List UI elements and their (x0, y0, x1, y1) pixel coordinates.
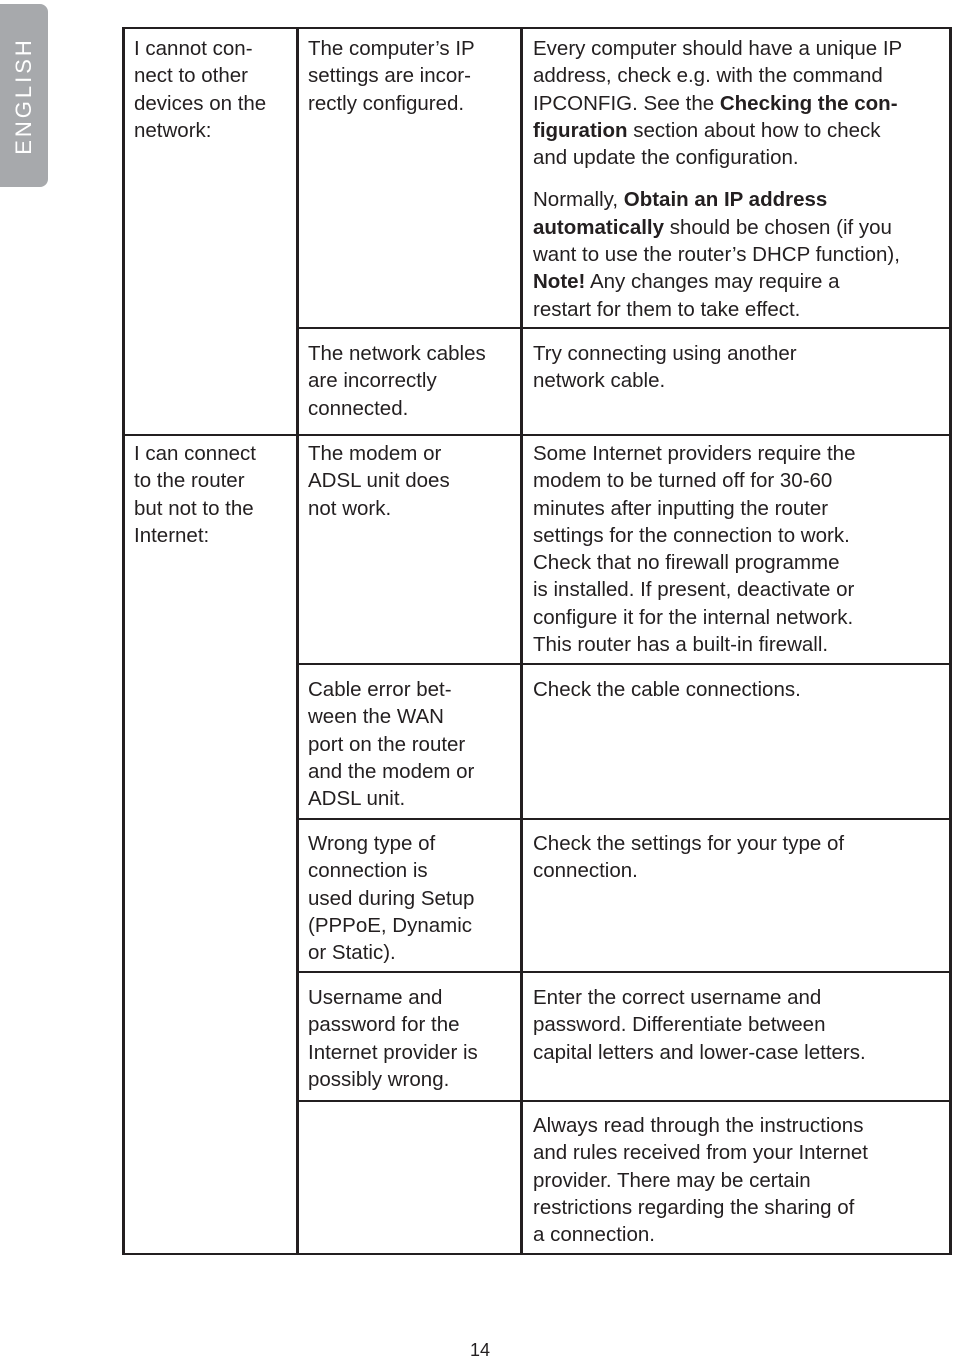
cell-text: Always read through the instructions (533, 1114, 864, 1137)
cause-cell (308, 984, 518, 1093)
cause-cell (308, 830, 518, 966)
cell-text: nect to other (134, 64, 248, 88)
cell-text: settings are incor- (308, 64, 471, 88)
cell-text: (PPPoE, Dynamic (308, 913, 473, 937)
cell-text: password. Differentiate between (533, 1013, 826, 1037)
cell-text: but not to the (134, 496, 254, 520)
cell-text: connected. (308, 396, 409, 420)
cell-text: Internet provider is (308, 1040, 478, 1064)
bold-term (533, 270, 585, 293)
cell-text: Check the cable connections. (533, 678, 801, 701)
column-divider-2 (520, 27, 523, 1255)
cell-text: Internet: (134, 523, 210, 547)
cell-text: I can connect (134, 442, 256, 465)
cell-text: Every computer should have a unique IP (533, 37, 903, 60)
cell-text: ADSL unit. (308, 787, 406, 811)
solution-divider (523, 327, 949, 329)
cell-text: ween the WAN (308, 705, 444, 729)
cell-text: configure it for the internal network. (533, 605, 854, 629)
table-border-left (122, 27, 125, 1255)
solution-cell (533, 35, 948, 323)
problem-cell (134, 35, 294, 144)
cell-text: The network cables (308, 342, 486, 365)
cell-text: Any changes may require a (585, 270, 840, 294)
cell-text: connection. (533, 859, 638, 883)
cell-text: restart for them to take effect. (533, 297, 801, 321)
cell-text: port on the router (308, 732, 466, 756)
page-number: 14 (469, 1340, 491, 1360)
table-border-right (949, 27, 952, 1255)
cell-text: address, check e.g. with the command (533, 64, 883, 88)
solution-cell (533, 440, 948, 658)
cell-text: devices on the (134, 91, 267, 115)
cell-text: to the router (134, 469, 245, 493)
cell-text: connection is (308, 859, 428, 883)
cause-divider (299, 327, 520, 329)
cell-text: want to use the router’s DHCP function), (533, 243, 900, 267)
cell-text: possibly wrong. (308, 1067, 450, 1091)
cell-text: are incorrectly (308, 369, 437, 393)
solution-paragraph (533, 35, 948, 171)
table-border-bottom (122, 1253, 952, 1255)
solution-paragraph (533, 676, 948, 703)
cause-divider (299, 818, 520, 820)
cell-text: and update the configuration. (533, 146, 799, 170)
solution-cell (533, 984, 948, 1066)
cause-cell (308, 35, 518, 117)
cell-text: The modem or (308, 442, 442, 465)
cell-text: not work. (308, 496, 392, 520)
solution-paragraph (533, 830, 948, 885)
cell-text: Check that no firewall programme (533, 551, 840, 575)
cell-text: and the modem or (308, 759, 475, 783)
cell-text: automatically (533, 215, 665, 239)
cause-cell (308, 340, 518, 422)
cause-cell (308, 440, 518, 522)
table-border-top (122, 27, 952, 29)
cause-divider (299, 971, 520, 973)
solution-paragraph (533, 984, 948, 1066)
cell-text: or Static). (308, 941, 396, 965)
solution-paragraph (533, 340, 948, 395)
cell-text: Some Internet providers require the (533, 442, 856, 465)
solution-paragraph (533, 440, 948, 658)
cell-text: Normally, (533, 188, 624, 212)
problem-cell (134, 440, 294, 549)
cell-text: Try connecting using another (533, 342, 797, 365)
problem-divider (122, 434, 952, 436)
cause-divider (299, 663, 520, 665)
solution-cell (533, 340, 948, 395)
solution-cell (533, 676, 948, 703)
cell-text: The computer’s IP (308, 37, 475, 60)
cell-text: modem to be turned off for 30-60 (533, 469, 833, 493)
solution-divider (523, 971, 949, 973)
cell-text: capital letters and lower-case letters. (533, 1040, 866, 1064)
solution-divider (523, 1100, 949, 1102)
cell-text: should be chosen (if you (664, 215, 892, 239)
cell-text: network cable. (533, 369, 666, 393)
cause-cell (308, 676, 518, 812)
cell-text: section about how to check (627, 118, 881, 142)
cell-text: a connection. (533, 1223, 655, 1247)
solution-cell (533, 830, 948, 885)
column-divider-1 (296, 27, 299, 1255)
cell-text: Cable error bet- (308, 678, 452, 701)
cell-text: is installed. If present, deactivate or (533, 578, 855, 602)
cell-text: password for the (308, 1013, 460, 1037)
solution-divider (523, 818, 949, 820)
cell-text: ADSL unit does (308, 469, 450, 493)
cell-text: figuration (533, 118, 628, 142)
language-tab (0, 4, 48, 187)
cell-text: Enter the correct username and (533, 986, 822, 1009)
cell-text: minutes after inputting the router (533, 496, 829, 520)
language-tab-label: ENGLISH (11, 37, 36, 155)
cell-text: rectly configured. (308, 91, 465, 115)
cell-text: used during Setup (308, 886, 475, 910)
cell-text: network: (134, 118, 212, 142)
cell-text: Check the settings for your type of (533, 832, 845, 855)
solution-cell (533, 1112, 948, 1248)
solution-divider (523, 663, 949, 665)
cell-text: Username and (308, 986, 443, 1009)
cell-text: and rules received from your Internet (533, 1141, 868, 1165)
cell-text: settings for the connection to work. (533, 523, 850, 547)
cell-text: Obtain an IP address (623, 188, 828, 212)
cell-text: This router has a built-in firewall. (533, 633, 829, 657)
cell-text: Wrong type of (308, 832, 436, 855)
cause-divider (299, 1100, 520, 1102)
solution-paragraph (533, 186, 948, 322)
cell-text: Note! (533, 270, 586, 294)
cell-text: I cannot con- (134, 37, 253, 60)
cell-text: IPCONFIG. See the (533, 91, 720, 115)
solution-paragraph (533, 1112, 948, 1248)
cell-text: restrictions regarding the sharing of (533, 1195, 855, 1219)
cell-text: provider. There may be certain (533, 1168, 811, 1192)
cell-text: Checking the con- (719, 91, 898, 115)
